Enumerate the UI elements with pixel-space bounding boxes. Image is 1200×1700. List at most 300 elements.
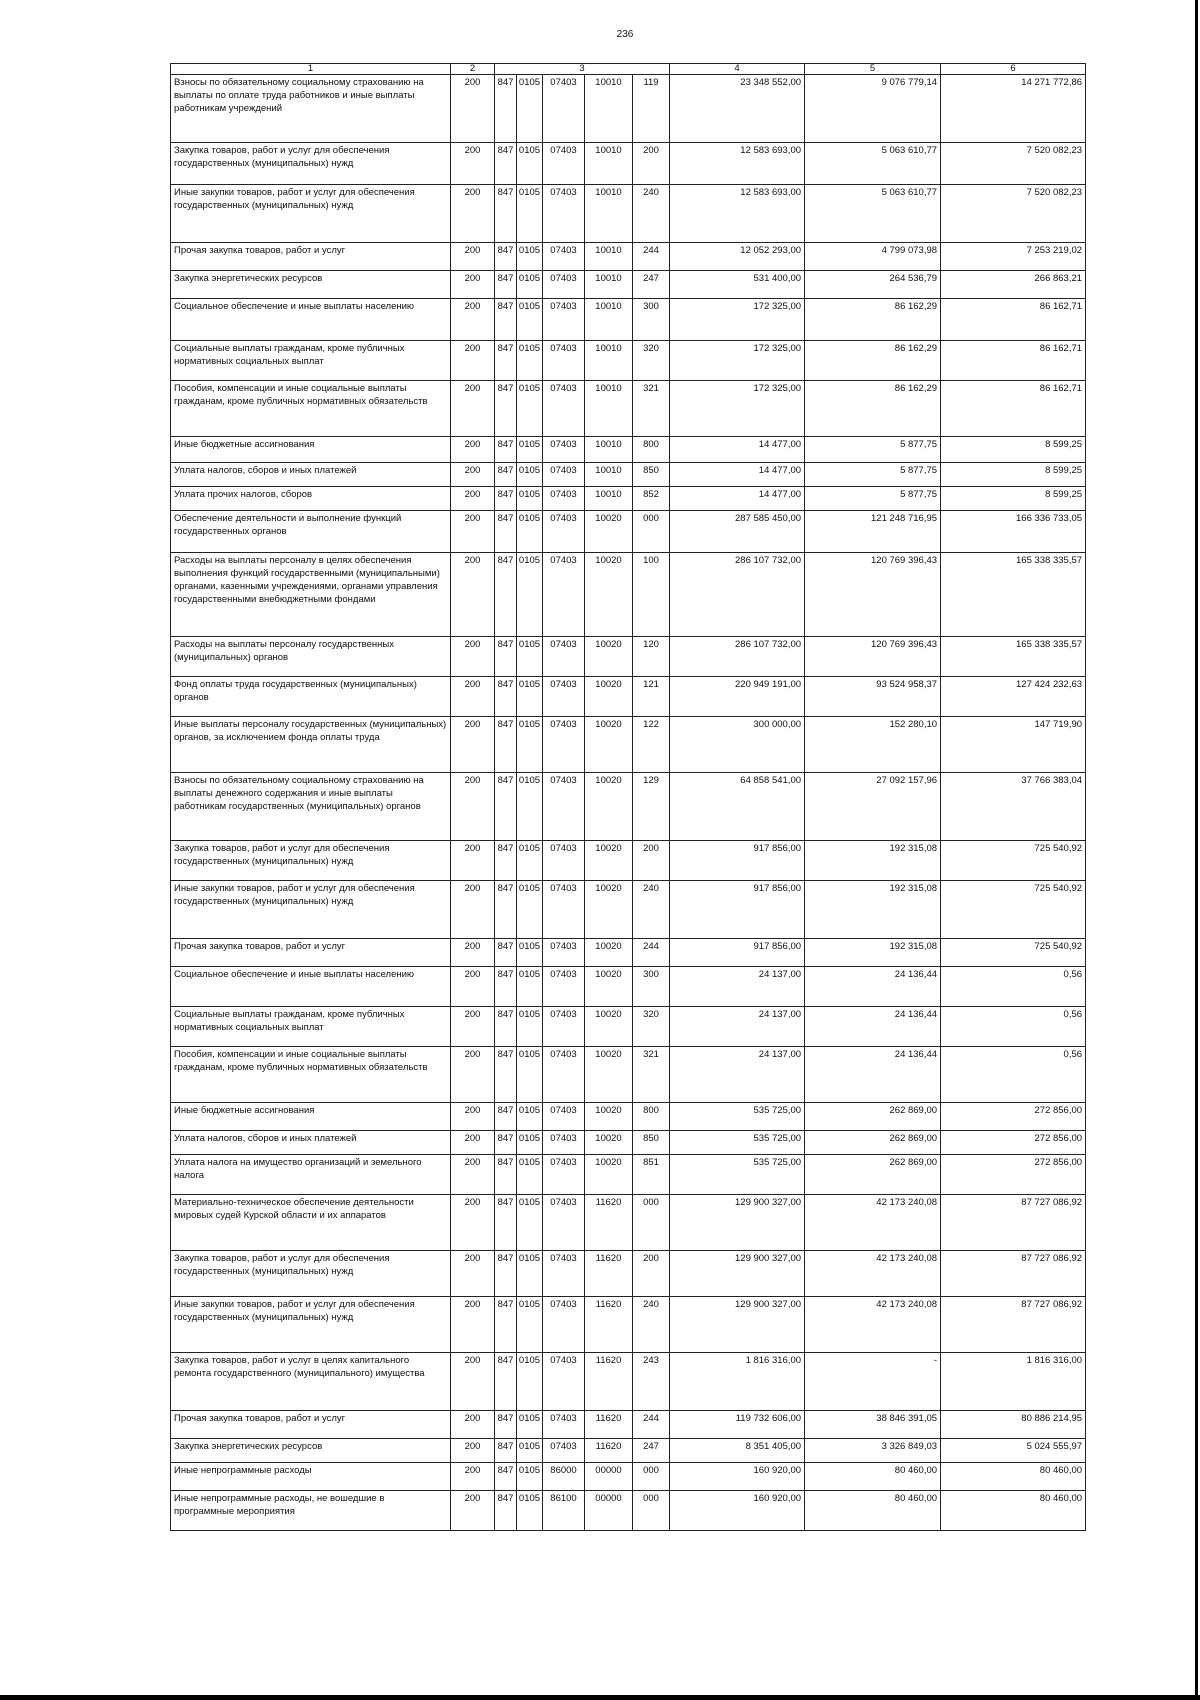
row-admin-code: 847 — [495, 1103, 517, 1131]
row-program-code: 07403 — [543, 463, 585, 487]
row-name: Расходы на выплаты персоналу государственных (муниципальных) органов — [171, 637, 451, 677]
row-admin-code: 847 — [495, 1353, 517, 1411]
row-admin-code: 847 — [495, 773, 517, 841]
row-value-column-4: 172 325,00 — [670, 381, 805, 437]
row-name: Закупка товаров, работ и услуг для обеспечения государственных (муниципальных) нужд — [171, 143, 451, 185]
row-code-column-2: 200 — [451, 185, 495, 243]
row-section-code: 0105 — [517, 463, 543, 487]
row-code-column-2: 200 — [451, 1353, 495, 1411]
row-section-code: 0105 — [517, 1195, 543, 1251]
table-row — [171, 1195, 1086, 1251]
budget-table-container — [170, 63, 1085, 1531]
row-value-column-4: 23 348 552,00 — [670, 75, 805, 143]
row-admin-code: 847 — [495, 967, 517, 1007]
row-section-code: 0105 — [517, 75, 543, 143]
row-section-code: 0105 — [517, 299, 543, 341]
row-expense-type-code: 320 — [633, 1007, 670, 1047]
table-row — [171, 637, 1086, 677]
table-row — [171, 437, 1086, 463]
row-value-column-5: 120 769 396,43 — [805, 553, 941, 637]
row-item-code: 10020 — [585, 967, 633, 1007]
row-value-column-6: 272 856,00 — [941, 1155, 1086, 1195]
row-code-column-2: 200 — [451, 841, 495, 881]
row-admin-code: 847 — [495, 939, 517, 967]
row-value-column-6: 80 460,00 — [941, 1463, 1086, 1491]
row-value-column-6: 8 599,25 — [941, 463, 1086, 487]
row-value-column-4: 160 920,00 — [670, 1463, 805, 1491]
row-section-code: 0105 — [517, 1155, 543, 1195]
row-value-column-5: 3 326 849,03 — [805, 1439, 941, 1463]
scan-edge-bottom — [0, 1695, 1200, 1700]
row-value-column-6: 0,56 — [941, 1007, 1086, 1047]
row-section-code: 0105 — [517, 143, 543, 185]
row-item-code: 00000 — [585, 1463, 633, 1491]
row-section-code: 0105 — [517, 1439, 543, 1463]
row-code-column-2: 200 — [451, 637, 495, 677]
row-admin-code: 847 — [495, 243, 517, 271]
row-program-code: 07403 — [543, 381, 585, 437]
row-code-column-2: 200 — [451, 553, 495, 637]
row-value-column-5: 262 869,00 — [805, 1131, 941, 1155]
row-name: Пособия, компенсации и иные социальные выплаты гражданам, кроме публичных нормативных обязательств — [171, 1047, 451, 1103]
column-header-6: 6 — [941, 64, 1086, 75]
row-program-code: 07403 — [543, 1195, 585, 1251]
row-value-column-4: 12 583 693,00 — [670, 143, 805, 185]
row-admin-code: 847 — [495, 1195, 517, 1251]
row-name: Иные закупки товаров, работ и услуг для обеспечения государственных (муниципальных) нужд — [171, 185, 451, 243]
row-program-code: 07403 — [543, 1103, 585, 1131]
row-name: Иные закупки товаров, работ и услуг для обеспечения государственных (муниципальных) нужд — [171, 881, 451, 939]
row-section-code: 0105 — [517, 553, 543, 637]
row-value-column-5: 24 136,44 — [805, 967, 941, 1007]
row-value-column-4: 8 351 405,00 — [670, 1439, 805, 1463]
row-code-column-2: 200 — [451, 1007, 495, 1047]
row-code-column-2: 200 — [451, 511, 495, 553]
row-expense-type-code: 200 — [633, 143, 670, 185]
row-code-column-2: 200 — [451, 271, 495, 299]
row-program-code: 07403 — [543, 299, 585, 341]
row-expense-type-code: 000 — [633, 1195, 670, 1251]
row-expense-type-code: 300 — [633, 967, 670, 1007]
column-header-2: 2 — [451, 64, 495, 75]
row-value-column-5: - — [805, 1353, 941, 1411]
row-admin-code: 847 — [495, 1155, 517, 1195]
row-name: Материально-техническое обеспечение деятельности мировых судей Курской области и их аппаратов — [171, 1195, 451, 1251]
row-value-column-5: 120 769 396,43 — [805, 637, 941, 677]
row-name: Иные выплаты персоналу государственных (муниципальных) органов, за исключением фонда оплаты труда — [171, 717, 451, 773]
row-expense-type-code: 120 — [633, 637, 670, 677]
table-row — [171, 143, 1086, 185]
scan-edge-right — [1195, 0, 1198, 1700]
row-section-code: 0105 — [517, 1131, 543, 1155]
column-header-5: 5 — [805, 64, 941, 75]
row-value-column-5: 262 869,00 — [805, 1103, 941, 1131]
row-program-code: 07403 — [543, 677, 585, 717]
row-section-code: 0105 — [517, 637, 543, 677]
row-section-code: 0105 — [517, 1463, 543, 1491]
row-value-column-4: 531 400,00 — [670, 271, 805, 299]
row-name: Иные бюджетные ассигнования — [171, 437, 451, 463]
row-section-code: 0105 — [517, 773, 543, 841]
row-section-code: 0105 — [517, 939, 543, 967]
table-row — [171, 1439, 1086, 1463]
row-code-column-2: 200 — [451, 717, 495, 773]
row-value-column-6: 14 271 772,86 — [941, 75, 1086, 143]
row-expense-type-code: 122 — [633, 717, 670, 773]
row-value-column-5: 5 877,75 — [805, 463, 941, 487]
row-expense-type-code: 800 — [633, 1103, 670, 1131]
row-value-column-6: 165 338 335,57 — [941, 553, 1086, 637]
row-code-column-2: 200 — [451, 1131, 495, 1155]
row-value-column-6: 147 719,90 — [941, 717, 1086, 773]
table-row — [171, 841, 1086, 881]
row-program-code: 07403 — [543, 1007, 585, 1047]
row-program-code: 86100 — [543, 1491, 585, 1531]
column-header-3: 3 — [495, 64, 670, 75]
row-value-column-6: 165 338 335,57 — [941, 637, 1086, 677]
row-code-column-2: 200 — [451, 1251, 495, 1297]
row-program-code: 07403 — [543, 271, 585, 299]
row-item-code: 10010 — [585, 271, 633, 299]
row-expense-type-code: 129 — [633, 773, 670, 841]
row-value-column-4: 172 325,00 — [670, 299, 805, 341]
table-row — [171, 1463, 1086, 1491]
row-name: Прочая закупка товаров, работ и услуг — [171, 939, 451, 967]
table-row — [171, 1297, 1086, 1353]
row-expense-type-code: 800 — [633, 437, 670, 463]
row-section-code: 0105 — [517, 1297, 543, 1353]
row-admin-code: 847 — [495, 437, 517, 463]
row-value-column-5: 192 315,08 — [805, 939, 941, 967]
row-section-code: 0105 — [517, 1491, 543, 1531]
row-name: Прочая закупка товаров, работ и услуг — [171, 243, 451, 271]
row-value-column-6: 1 816 316,00 — [941, 1353, 1086, 1411]
row-code-column-2: 200 — [451, 773, 495, 841]
row-code-column-2: 200 — [451, 1439, 495, 1463]
table-row — [171, 967, 1086, 1007]
row-value-column-6: 272 856,00 — [941, 1103, 1086, 1131]
row-item-code: 10010 — [585, 463, 633, 487]
row-program-code: 07403 — [543, 185, 585, 243]
row-value-column-6: 87 727 086,92 — [941, 1297, 1086, 1353]
row-expense-type-code: 000 — [633, 1463, 670, 1491]
table-row — [171, 381, 1086, 437]
table-row — [171, 717, 1086, 773]
row-item-code: 10010 — [585, 487, 633, 511]
row-value-column-6: 725 540,92 — [941, 939, 1086, 967]
row-value-column-6: 0,56 — [941, 1047, 1086, 1103]
row-expense-type-code: 851 — [633, 1155, 670, 1195]
table-row — [171, 1047, 1086, 1103]
row-item-code: 11620 — [585, 1251, 633, 1297]
row-admin-code: 847 — [495, 1047, 517, 1103]
row-section-code: 0105 — [517, 487, 543, 511]
row-section-code: 0105 — [517, 1353, 543, 1411]
row-value-column-5: 80 460,00 — [805, 1491, 941, 1531]
row-value-column-5: 152 280,10 — [805, 717, 941, 773]
table-row — [171, 1353, 1086, 1411]
row-admin-code: 847 — [495, 1463, 517, 1491]
table-row — [171, 1491, 1086, 1531]
row-value-column-4: 129 900 327,00 — [670, 1297, 805, 1353]
row-value-column-5: 38 846 391,05 — [805, 1411, 941, 1439]
row-value-column-5: 42 173 240,08 — [805, 1297, 941, 1353]
row-expense-type-code: 850 — [633, 463, 670, 487]
row-item-code: 10020 — [585, 841, 633, 881]
row-admin-code: 847 — [495, 143, 517, 185]
row-section-code: 0105 — [517, 381, 543, 437]
row-value-column-4: 64 858 541,00 — [670, 773, 805, 841]
column-header-1: 1 — [171, 64, 451, 75]
row-item-code: 10010 — [585, 437, 633, 463]
row-admin-code: 847 — [495, 1007, 517, 1047]
row-value-column-6: 272 856,00 — [941, 1131, 1086, 1155]
row-name: Иные непрограммные расходы, не вошедшие в программные мероприятия — [171, 1491, 451, 1531]
row-code-column-2: 200 — [451, 75, 495, 143]
row-value-column-4: 14 477,00 — [670, 437, 805, 463]
row-name: Закупка товаров, работ и услуг для обеспечения государственных (муниципальных) нужд — [171, 1251, 451, 1297]
row-expense-type-code: 240 — [633, 1297, 670, 1353]
row-code-column-2: 200 — [451, 1491, 495, 1531]
table-row — [171, 553, 1086, 637]
row-item-code: 10020 — [585, 717, 633, 773]
row-expense-type-code: 244 — [633, 1411, 670, 1439]
row-expense-type-code: 850 — [633, 1131, 670, 1155]
row-value-column-4: 917 856,00 — [670, 939, 805, 967]
table-row — [171, 881, 1086, 939]
row-value-column-4: 917 856,00 — [670, 881, 805, 939]
table-row — [171, 487, 1086, 511]
row-name: Закупка энергетических ресурсов — [171, 1439, 451, 1463]
row-name: Иные непрограммные расходы — [171, 1463, 451, 1491]
row-program-code: 07403 — [543, 967, 585, 1007]
table-body — [171, 75, 1086, 1531]
row-program-code: 07403 — [543, 881, 585, 939]
row-name: Уплата налогов, сборов и иных платежей — [171, 1131, 451, 1155]
row-expense-type-code: 247 — [633, 1439, 670, 1463]
table-row — [171, 1155, 1086, 1195]
row-value-column-6: 8 599,25 — [941, 437, 1086, 463]
row-value-column-4: 24 137,00 — [670, 967, 805, 1007]
row-value-column-5: 4 799 073,98 — [805, 243, 941, 271]
row-name: Взносы по обязательному социальному страхованию на выплаты денежного содержания и иные выплаты работникам государственных (муниципальных) органов — [171, 773, 451, 841]
row-code-column-2: 200 — [451, 487, 495, 511]
row-value-column-4: 535 725,00 — [670, 1103, 805, 1131]
row-value-column-6: 166 336 733,05 — [941, 511, 1086, 553]
row-program-code: 07403 — [543, 341, 585, 381]
row-value-column-5: 42 173 240,08 — [805, 1195, 941, 1251]
row-code-column-2: 200 — [451, 463, 495, 487]
table-row — [171, 1103, 1086, 1131]
row-admin-code: 847 — [495, 341, 517, 381]
row-item-code: 10010 — [585, 341, 633, 381]
row-item-code: 10020 — [585, 553, 633, 637]
row-expense-type-code: 000 — [633, 1491, 670, 1531]
table-row — [171, 75, 1086, 143]
row-expense-type-code: 321 — [633, 1047, 670, 1103]
row-admin-code: 847 — [495, 487, 517, 511]
row-item-code: 10010 — [585, 75, 633, 143]
row-item-code: 10020 — [585, 1007, 633, 1047]
row-section-code: 0105 — [517, 271, 543, 299]
row-expense-type-code: 244 — [633, 939, 670, 967]
row-code-column-2: 200 — [451, 939, 495, 967]
row-value-column-5: 9 076 779,14 — [805, 75, 941, 143]
row-name: Обеспечение деятельности и выполнение функций государственных органов — [171, 511, 451, 553]
row-admin-code: 847 — [495, 299, 517, 341]
row-name: Фонд оплаты труда государственных (муниципальных) органов — [171, 677, 451, 717]
row-section-code: 0105 — [517, 243, 543, 271]
row-program-code: 07403 — [543, 773, 585, 841]
row-expense-type-code: 119 — [633, 75, 670, 143]
row-expense-type-code: 240 — [633, 185, 670, 243]
row-value-column-5: 262 869,00 — [805, 1155, 941, 1195]
row-name: Уплата налогов, сборов и иных платежей — [171, 463, 451, 487]
row-program-code: 07403 — [543, 1131, 585, 1155]
row-section-code: 0105 — [517, 717, 543, 773]
row-value-column-6: 8 599,25 — [941, 487, 1086, 511]
row-code-column-2: 200 — [451, 1411, 495, 1439]
row-program-code: 07403 — [543, 75, 585, 143]
row-section-code: 0105 — [517, 185, 543, 243]
table-row — [171, 185, 1086, 243]
row-program-code: 07403 — [543, 939, 585, 967]
row-item-code: 11620 — [585, 1297, 633, 1353]
row-code-column-2: 200 — [451, 967, 495, 1007]
row-name: Закупка товаров, работ и услуг для обеспечения государственных (муниципальных) нужд — [171, 841, 451, 881]
row-value-column-5: 86 162,29 — [805, 341, 941, 381]
row-value-column-5: 24 136,44 — [805, 1007, 941, 1047]
row-value-column-4: 14 477,00 — [670, 463, 805, 487]
row-value-column-4: 12 583 693,00 — [670, 185, 805, 243]
row-value-column-5: 86 162,29 — [805, 299, 941, 341]
row-admin-code: 847 — [495, 553, 517, 637]
table-row — [171, 463, 1086, 487]
row-value-column-6: 0,56 — [941, 967, 1086, 1007]
row-expense-type-code: 852 — [633, 487, 670, 511]
row-value-column-4: 119 732 606,00 — [670, 1411, 805, 1439]
row-admin-code: 847 — [495, 1131, 517, 1155]
row-item-code: 10020 — [585, 1131, 633, 1155]
table-row — [171, 1251, 1086, 1297]
row-code-column-2: 200 — [451, 381, 495, 437]
row-expense-type-code: 247 — [633, 271, 670, 299]
row-section-code: 0105 — [517, 841, 543, 881]
table-row — [171, 1411, 1086, 1439]
row-name: Иные бюджетные ассигнования — [171, 1103, 451, 1131]
row-code-column-2: 200 — [451, 1103, 495, 1131]
row-expense-type-code: 100 — [633, 553, 670, 637]
row-value-column-5: 93 524 958,37 — [805, 677, 941, 717]
row-program-code: 07403 — [543, 437, 585, 463]
row-program-code: 07403 — [543, 511, 585, 553]
row-section-code: 0105 — [517, 967, 543, 1007]
row-item-code: 10020 — [585, 637, 633, 677]
row-code-column-2: 200 — [451, 437, 495, 463]
row-admin-code: 847 — [495, 1411, 517, 1439]
row-value-column-6: 80 886 214,95 — [941, 1411, 1086, 1439]
row-name: Взносы по обязательному социальному страхованию на выплаты по оплате труда работников и иные выплаты работникам учреждений — [171, 75, 451, 143]
row-section-code: 0105 — [517, 1007, 543, 1047]
row-item-code: 10020 — [585, 939, 633, 967]
row-value-column-5: 86 162,29 — [805, 381, 941, 437]
row-code-column-2: 200 — [451, 1463, 495, 1491]
row-expense-type-code: 321 — [633, 381, 670, 437]
row-value-column-6: 266 863,21 — [941, 271, 1086, 299]
table-row — [171, 773, 1086, 841]
table-row — [171, 243, 1086, 271]
table-row — [171, 939, 1086, 967]
row-program-code: 07403 — [543, 1251, 585, 1297]
row-program-code: 07403 — [543, 717, 585, 773]
row-value-column-5: 121 248 716,95 — [805, 511, 941, 553]
row-value-column-4: 287 585 450,00 — [670, 511, 805, 553]
row-value-column-4: 300 000,00 — [670, 717, 805, 773]
row-value-column-6: 86 162,71 — [941, 299, 1086, 341]
row-value-column-5: 264 536,79 — [805, 271, 941, 299]
row-code-column-2: 200 — [451, 243, 495, 271]
row-code-column-2: 200 — [451, 299, 495, 341]
row-name: Социальное обеспечение и иные выплаты населению — [171, 299, 451, 341]
row-value-column-6: 86 162,71 — [941, 341, 1086, 381]
row-item-code: 10020 — [585, 1103, 633, 1131]
row-admin-code: 847 — [495, 511, 517, 553]
row-value-column-5: 192 315,08 — [805, 881, 941, 939]
row-item-code: 10010 — [585, 243, 633, 271]
table-row — [171, 299, 1086, 341]
row-value-column-5: 5 063 610,77 — [805, 185, 941, 243]
row-admin-code: 847 — [495, 1491, 517, 1531]
row-expense-type-code: 300 — [633, 299, 670, 341]
row-admin-code: 847 — [495, 463, 517, 487]
row-section-code: 0105 — [517, 881, 543, 939]
row-value-column-4: 24 137,00 — [670, 1007, 805, 1047]
row-value-column-6: 725 540,92 — [941, 841, 1086, 881]
row-admin-code: 847 — [495, 185, 517, 243]
row-admin-code: 847 — [495, 75, 517, 143]
row-admin-code: 847 — [495, 841, 517, 881]
row-item-code: 11620 — [585, 1353, 633, 1411]
row-value-column-6: 86 162,71 — [941, 381, 1086, 437]
row-value-column-6: 87 727 086,92 — [941, 1251, 1086, 1297]
row-value-column-5: 24 136,44 — [805, 1047, 941, 1103]
table-row — [171, 341, 1086, 381]
row-code-column-2: 200 — [451, 677, 495, 717]
row-item-code: 10010 — [585, 381, 633, 437]
row-program-code: 07403 — [543, 841, 585, 881]
row-section-code: 0105 — [517, 511, 543, 553]
row-code-column-2: 200 — [451, 1297, 495, 1353]
row-program-code: 07403 — [543, 1047, 585, 1103]
row-section-code: 0105 — [517, 677, 543, 717]
row-item-code: 10020 — [585, 1155, 633, 1195]
row-admin-code: 847 — [495, 1297, 517, 1353]
row-code-column-2: 200 — [451, 143, 495, 185]
budget-execution-table — [170, 63, 1086, 1531]
row-item-code: 10010 — [585, 143, 633, 185]
row-value-column-6: 127 424 232,63 — [941, 677, 1086, 717]
row-item-code: 11620 — [585, 1439, 633, 1463]
row-value-column-4: 535 725,00 — [670, 1131, 805, 1155]
row-name: Социальные выплаты гражданам, кроме публичных нормативных социальных выплат — [171, 1007, 451, 1047]
row-value-column-6: 80 460,00 — [941, 1491, 1086, 1531]
row-section-code: 0105 — [517, 341, 543, 381]
row-value-column-6: 37 766 383,04 — [941, 773, 1086, 841]
row-name: Уплата налога на имущество организаций и земельного налога — [171, 1155, 451, 1195]
row-program-code: 07403 — [543, 243, 585, 271]
row-value-column-6: 7 520 082,23 — [941, 185, 1086, 243]
row-section-code: 0105 — [517, 1251, 543, 1297]
